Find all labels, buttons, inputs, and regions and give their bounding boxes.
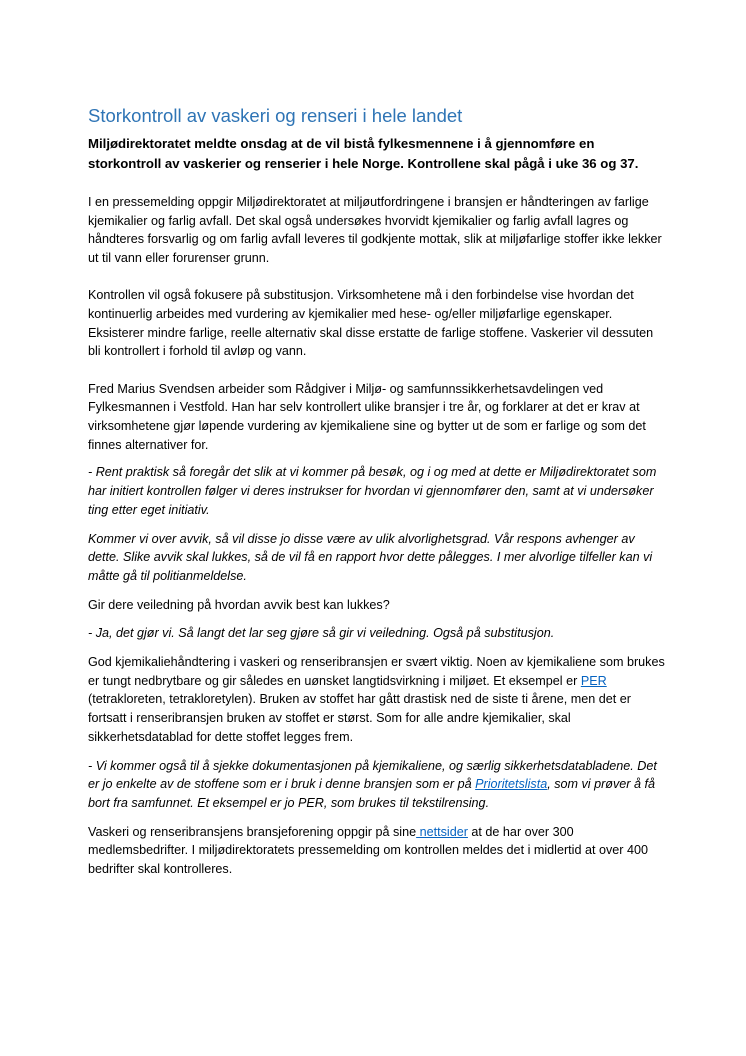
nettsider-link[interactable]: nettsider	[416, 824, 468, 839]
quote-deviations: Kommer vi over avvik, så vil disse jo disse være av ulik alvorlighetsgrad. Vår respons avhenger av dette. Slike avvik skal lukkes, så de vil få en rapport hvor dette pålegges. I mer alvorlige tilfeller kan vi måtte gå til politianmeldelse.	[88, 531, 653, 583]
quote-guidance: - Ja, det gjør vi. Så langt det lar seg gjøre så gir vi veiledning. Også på substitusjon.	[88, 626, 555, 641]
paragraph-substitution: Kontrollen vil også fokusere på substitusjon. Virksomhetene må i den forbindelse vise hvordan det kontinuerlig arbeides med vurdering av kjemikalier med hese- og/eller miljøfarlige egenskaper. Eksisterer mindre farlige, reelle alternativ skal disse erstatte de farlige stoffene. Vaskerier vil dessuten bli kontrollert i forhold til avløp og vann.	[88, 288, 654, 359]
interview-question: Gir dere veiledning på hvordan avvik best kan lukkes?	[88, 597, 390, 612]
paragraph-chemicals: God kjemikaliehåndtering i vaskeri og renseribransjen er svært viktig. Noen av kjemikaliene som brukes er tungt nedbrytbare og gir således en uønsket langtidsvirkning i miljøet. Et eksempel er PER (tetrakloreten, tetrakloretylen). Bruken av stoffet har gått drastisk ned de siste ti årene, men det er fortsatt i renseribransjen bruken av stoffet er størst. Som for alle andre kjemikalier, skal sikkerhetsdatablad for dette stoffet legges frem.	[88, 655, 665, 744]
paragraph-intro: I en pressemelding oppgir Miljødirektoratet at miljøutfordringene i bransjen er håndteringen av farlige kjemikalier og farlig avfall. Det skal også undersøkes hvorvidt kjemikalier og farlig avfall lagres og håndteres forsvarlig og om farlig avfall leveres til godkjente mottak, slik at miljøfarlige stoffer ikke lekker ut til vann eller forurenser grunn.	[88, 195, 662, 266]
per-link[interactable]: PER	[580, 673, 607, 688]
article-title: Storkontroll av vaskeri og renseri i hele landet	[88, 105, 463, 126]
paragraph-advisor: Fred Marius Svendsen arbeider som Rådgiver i Miljø- og samfunnssikkerhetsavdelingen ved Fylkesmannen i Vestfold. Han har selv kontrollert ulike bransjer i tre år, og forklarer at det er krav at virksomhetene gjør løpende vurdering av kjemikaliene sine og bytter ut de som er farlige og som det finnes alternativer for.	[88, 381, 646, 452]
article	[88, 104, 668, 889]
article-lead: Miljødirektoratet meldte onsdag at de vil bistå fylkesmennene i å gjennomføre en storkontroll av vaskerier og renserier i hele Norge. Kontrollene skal pågå i uke 36 og 37.	[88, 136, 639, 171]
quote-documentation: - Vi kommer også til å sjekke dokumentasjonen på kjemikaliene, og særlig sikkerhetsdatabladene. Det er jo enkelte av de stoffene som er i bruk i denne bransjen som er på Prioritetslista, som vi prøver å få bort fra samfunnet. Et eksempel er jo PER, som brukes til tekstilrensing.	[88, 758, 657, 810]
paragraph-members: Vaskeri og renseribransjens bransjeforening oppgir på sine nettsider at de har over 300 medlemsbedrifter. I miljødirektoratets pressemelding om kontrollen meldes det i midlertid at over 400 bedrifter skal kontrolleres.	[88, 824, 648, 877]
prioritetslista-link[interactable]: Prioritetslista	[475, 777, 548, 792]
quote-practical: - Rent praktisk så foregår det slik at vi kommer på besøk, og i og med at dette er Miljødirektoratet som har initiert kontrollen følger vi deres instrukser for hvordan vi gjennomfører den, samt at vi undersøker ting etter eget initiativ.	[88, 465, 657, 517]
